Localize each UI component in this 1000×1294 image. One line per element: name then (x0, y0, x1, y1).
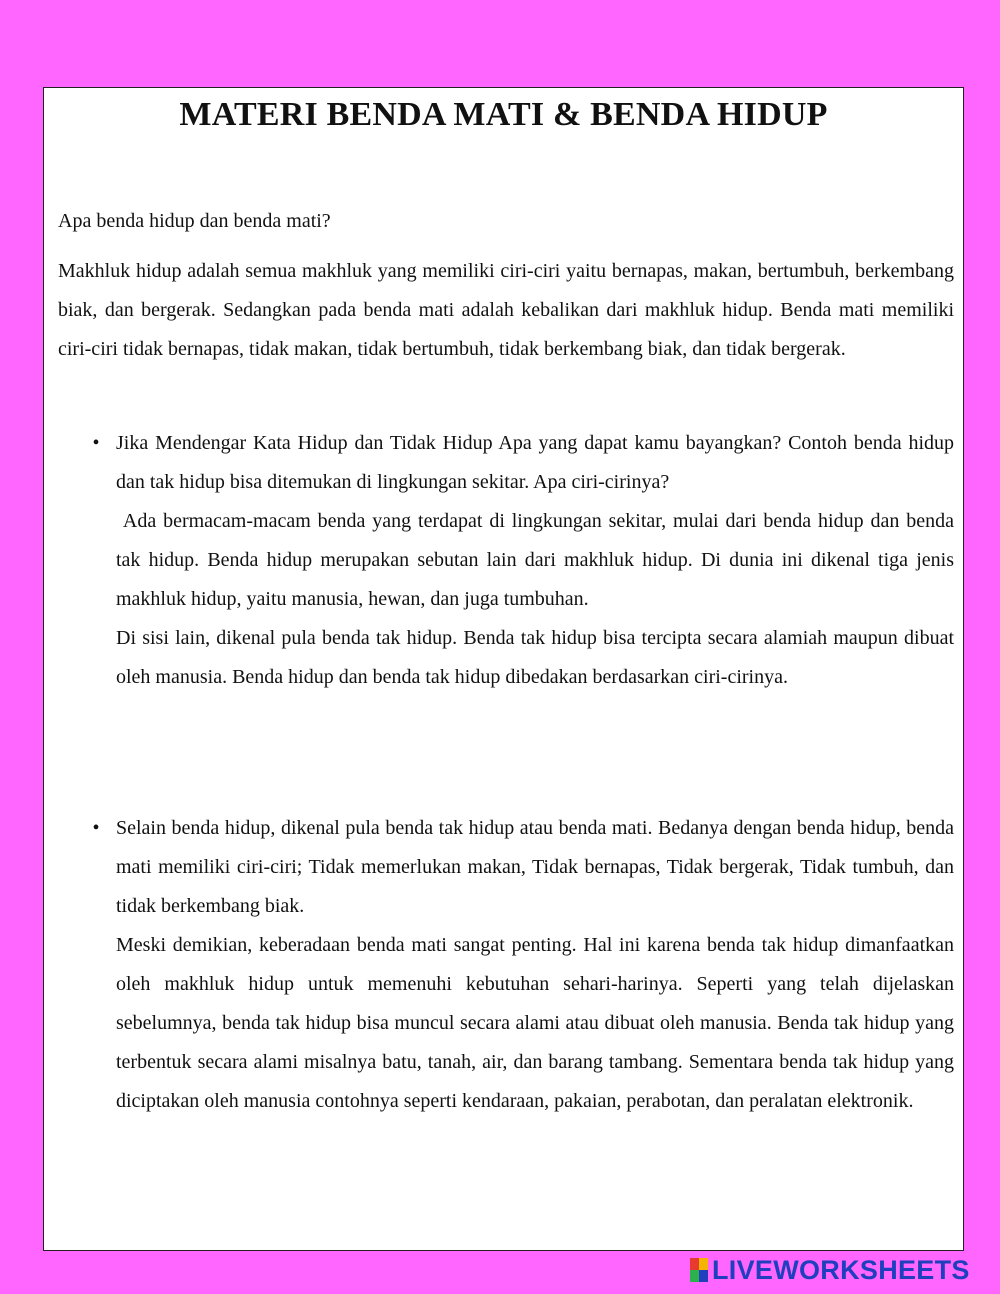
bullet-1-line-2: Ada bermacam-macam benda yang terdapat di lingkungan sekitar, mulai dari benda hidup dan benda tak hidup. Benda hidup merupakan sebutan lain dari makhluk hidup. Di dunia ini dikenal tiga jenis makhluk hidup, yaitu manusia, hewan, dan juga tumbuhan. (116, 510, 954, 610)
bullet-icon: • (92, 432, 100, 454)
bullet-item-2 (92, 809, 954, 1121)
worksheet-page (43, 87, 964, 1251)
bullet-1-line-1: Jika Mendengar Kata Hidup dan Tidak Hidup Apa yang dapat kamu bayangkan? Contoh benda hidup dan tak hidup bisa ditemukan di lingkungan sekitar. Apa ciri-cirinya? (116, 432, 954, 493)
bullet-1-line-3: Di sisi lain, dikenal pula benda tak hidup. Benda tak hidup bisa tercipta secara alamiah maupun dibuat oleh manusia. Benda hidup dan benda tak hidup dibedakan berdasarkan ciri-cirinya. (116, 627, 954, 688)
logo-text: LIVEWORKSHEETS (712, 1254, 970, 1285)
page-title: MATERI BENDA MATI & BENDA HIDUP (179, 96, 828, 133)
bullet-item-1 (92, 424, 954, 697)
liveworksheets-logo[interactable] (690, 1255, 970, 1285)
intro-paragraph: Makhluk hidup adalah semua makhluk yang memiliki ciri-ciri yaitu bernapas, makan, bertumbuh, berkembang biak, dan bergerak. Sedangkan pada benda mati adalah kebalikan dari makhluk hidup. Benda mati memiliki ciri-ciri tidak bernapas, tidak makan, tidak bertumbuh, tidak berkembang biak, dan tidak bergerak. (58, 260, 954, 360)
bullet-2-line-1: Selain benda hidup, dikenal pula benda tak hidup atau benda mati. Bedanya dengan benda hidup, benda mati memiliki ciri-ciri; Tidak memerlukan makan, Tidak bernapas, Tidak bergerak, Tidak tumbuh, dan tidak berkembang biak. (116, 817, 954, 917)
bullet-icon: • (92, 817, 100, 839)
question-text: Apa benda hidup dan benda mati? (58, 210, 331, 232)
liveworksheets-logo-icon (690, 1258, 708, 1282)
bullet-2-line-2: Meski demikian, keberadaan benda mati sangat penting. Hal ini karena benda tak hidup dimanfaatkan oleh makhluk hidup untuk memenuhi kebutuhan sehari-harinya. Seperti yang telah dijelaskan sebelumnya, benda tak hidup bisa muncul secara alami atau dibuat oleh manusia. Benda tak hidup yang terbentuk secara alami misalnya batu, tanah, air, dan barang tambang. Sementara benda tak hidup yang diciptakan oleh manusia contohnya seperti kendaraan, pakaian, perabotan, dan peralatan elektronik. (116, 934, 954, 1112)
